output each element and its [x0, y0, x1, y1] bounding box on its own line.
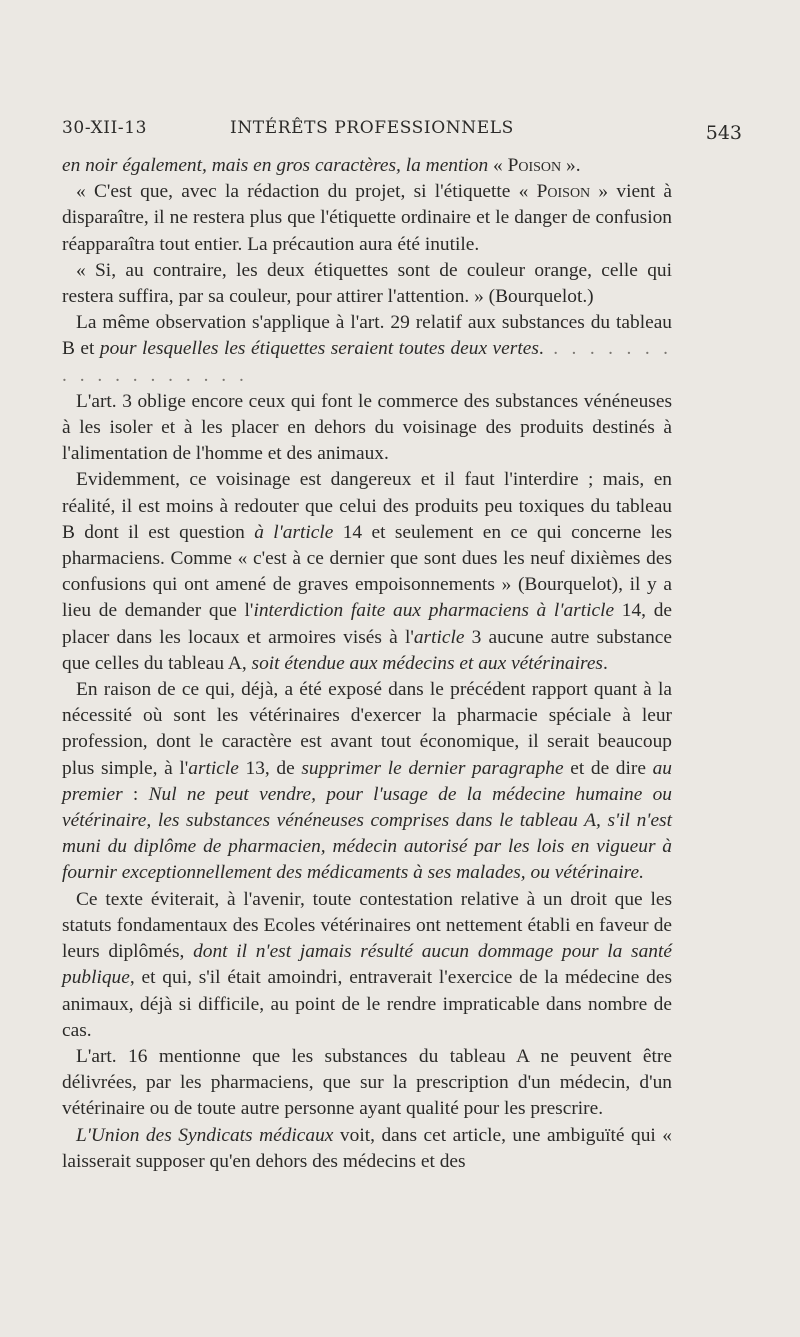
paragraph: « C'est que, avec la rédaction du projet, si l'étiquette « Poison » vient à disparaître, il ne restera plus que l'étiquette ordinaire et le danger de confusion réapparaîtra tout entier. La précaution aura été inutile.: [62, 181, 672, 255]
page-number: 543: [705, 122, 742, 144]
paragraph: en noir également, mais en gros caractères, la mention « Poison ».: [62, 155, 581, 176]
body-text: [62, 153, 672, 1175]
paragraph: Ce texte éviterait, à l'avenir, toute contestation relative à un droit que les statuts fondamentaux des Ecoles vétérinaires ont nettement établi en faveur de leurs diplômés, dont il n'est jamais résulté aucun dommage pour la santé publique, et qui, s'il était amoindri, entraverait l'exercice de la médecine des animaux, déjà si difficile, au point de le rendre impraticable dans nombre de cas.: [62, 888, 672, 1041]
ellipsis: . . . . . . . . . . . . . . . . . .: [62, 338, 672, 386]
paragraph: « Si, au contraire, les deux étiquettes sont de couleur orange, celle qui restera suffira, par sa couleur, pour attirer l'attention. » (Bourquelot.): [62, 259, 672, 308]
paragraph: La même observation s'applique à l'art. 29 relatif aux substances du tableau B et pour lesquelles les étiquettes seraient toutes deux vertes. . . . . . . . . . . . . . . . . . .: [62, 312, 672, 386]
running-head: [62, 118, 742, 144]
paragraph: L'art. 3 oblige encore ceux qui font le commerce des substances vénéneuses à les isoler et à les placer en dehors du voisinage des produits destinés à l'alimentation de l'homme et des animaux.: [62, 390, 672, 465]
section-title: INTÉRÊTS PROFESSIONNELS: [230, 118, 514, 138]
paragraph: En raison de ce qui, déjà, a été exposé dans le précédent rapport quant à la nécessité où sont les vétérinaires d'exercer la pharmacie spéciale à leur profession, dont le caractère est avant tout économique, il serait beaucoup plus simple, à l'article 13, de supprimer le dernier paragraphe et de dire au premier : Nul ne peut vendre, pour l'usage de la médecine humaine ou vétérinaire, les substances vénéneuses comprises dans le tableau A, s'il n'est muni du diplôme de pharmacien, médecin autorisé par les lois en vigueur à fournir exceptionnellement des médicaments à ses malades, ou vétérinaire.: [62, 679, 672, 884]
paragraph: L'Union des Syndicats médicaux voit, dans cet article, une ambiguïté qui « laisserait supposer qu'en dehors des médecins et des: [62, 1124, 672, 1172]
paragraph: Evidemment, ce voisinage est dangereux et il faut l'interdire ; mais, en réalité, il est moins à redouter que celui des produits peu toxiques du tableau B dont il est question à l'article 14 et seulement en ce qui concerne les pharmaciens. Comme « c'est à ce dernier que sont dues les neuf dixièmes des confusions qui ont amené de graves empoisonnements » (Bourquelot), il y a lieu de demander que l'interdiction faite aux pharmaciens à l'article 14, de placer dans les locaux et armoires visés à l'article 3 aucune autre substance que celles du tableau A, soit étendue aux médecins et aux vétérinaires.: [62, 469, 672, 674]
paragraph: L'art. 16 mentionne que les substances du tableau A ne peuvent être délivrées, par les pharmaciens, que sur la prescription d'un médecin, d'un vétérinaire ou de toute autre personne ayant qualité pour les prescrire.: [62, 1045, 672, 1120]
issue-date: 30-XII-13: [62, 118, 148, 138]
